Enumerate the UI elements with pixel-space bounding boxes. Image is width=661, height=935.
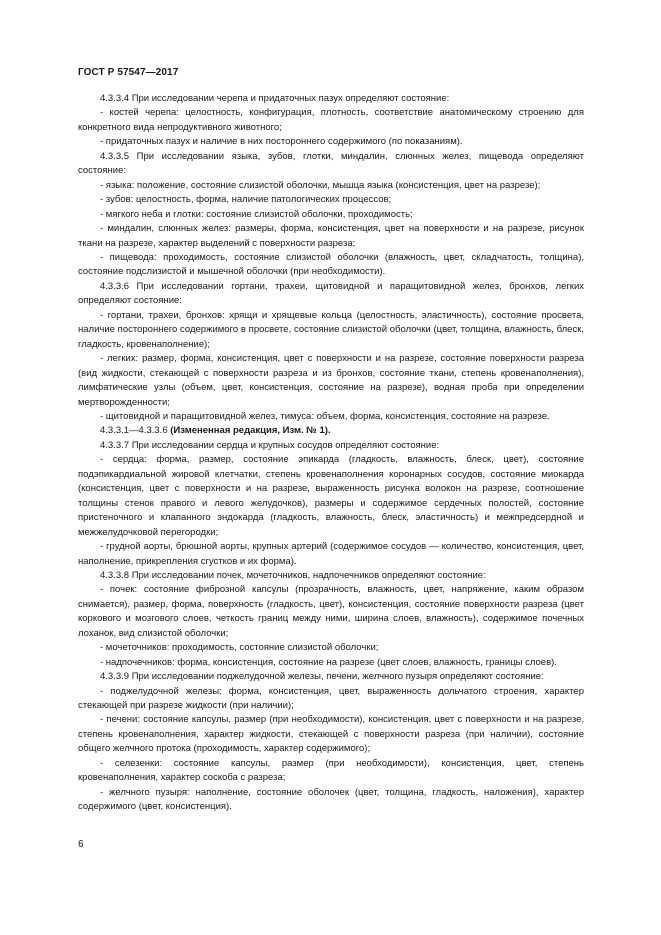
list-item: - пищевода: проходимость, состояние слизистой оболочки (влажность, цвет, складчатость, толщина), состояние подслизистой и мышечной оболочки (при необходимости). <box>78 251 584 278</box>
clause-4-3-3-8: 4.3.3.8 При исследовании почек, мочеточников, надпочечников определяют состояние: <box>100 569 486 581</box>
clause-4-3-3-9: 4.3.3.9 При исследовании поджелудочной железы, печени, желчного пузыря определяют состояние: <box>100 671 544 683</box>
list-item: - миндалин, слюнных желез: размеры, форма, консистенция, цвет на поверхности и на разрезе, рисунок ткани на разрезе, характер выделений с поверхности разреза; <box>78 223 584 249</box>
document-header: ГОСТ Р 57547—2017 <box>78 67 179 78</box>
list-item: - почек: состояние фиброзной капсулы (прозрачность, влажность, цвет, напряжение, каким образом снимается), размер, форма, поверхность (гладкость, цвет), консистенция, состояние поверхности разреза (цвет коркового и мозгового слоев, четкость границ между ними, ширина слоев, влажность), содержимое почечных лоханок, вид слизистой оболочки; <box>78 584 584 639</box>
clause-4-3-3-6: 4.3.3.6 При исследовании гортани, трахеи, щитовидной и паращитовидной желез, бронхов, легких определяют состояние: <box>78 280 584 307</box>
list-item: - мочеточников: проходимость, состояние слизистой оболочки; <box>100 642 379 654</box>
list-item: - языка: положение, состояние слизистой оболочки, мышца языка (консистенция, цвет на разрезе); <box>100 179 541 191</box>
amendment-ref: 4.3.3.1—4.3.3.6 <box>100 425 168 437</box>
list-item: - надпочечников: форма, консистенция, состояние на разрезе (цвет слоев, влажность, границы слоев). <box>100 656 557 668</box>
clause-4-3-3-4: 4.3.3.4 При исследовании черепа и придаточных пазух определяют состояние: <box>100 93 450 104</box>
list-item: - грудной аорты, брюшной аорты, крупных артерий (содержимое сосудов — количество, консистенция, цвет, наполнение, прикрепления сгустков и их форма). <box>78 541 584 567</box>
list-item: - печени: состояние капсулы, размер (при необходимости), консистенция, цвет с поверхности и на разрезе, степень кровенаполнения, характер жидкости, стекающей с поверхности разреза (при наличии), состояние общего желчного протока (проходимость, характер содержимого); <box>78 714 584 755</box>
list-item: - щитовидной и паращитовидной желез, тимуса: объем, форма, консистенция, состояние на разрезе. <box>100 410 550 422</box>
document-body <box>78 92 584 815</box>
amendment-text: (Измененная редакция, Изм. № 1). <box>170 425 331 437</box>
list-item: - сердца: форма, размер, состояние эпикарда (гладкость, влажность, блеск, цвет), состояние подэпикардиальной жировой клетчатки, степень кровенаполнения коронарных сосудов, состояние миокарда (консистенция, цвет с поверхности и на разрезе, выраженность рисунка волокон на разрезе, соотношение толщины стенок правого и левого желудочков), размеры и содержимое сердечных полостей, состояние пристеночного и клапанного эндокарда (гладкость, влажность, блеск, эластичность) и межпредсердной и межжелудочковой перегородки; <box>78 454 584 538</box>
list-item: - мягкого неба и глотки: состояние слизистой оболочки, проходимость; <box>100 208 413 220</box>
list-item: - селезенки: состояние капсулы, размер (при необходимости), консистенция, цвет, степень кровенаполнения, характер соскоба с разреза; <box>78 757 584 784</box>
list-item: - костей черепа: целостность, конфигурация, плотность, соответствие анатомическому строению для конкретного вида непродуктивного животного; <box>78 107 584 133</box>
list-item: - зубов: целостность, форма, наличие патологических процессов; <box>100 194 392 206</box>
clause-4-3-3-5: 4.3.3.5 При исследовании языка, зубов, глотки, миндалин, слюнных желез, пищевода определяют состояние: <box>78 150 584 177</box>
list-item: - желчного пузыря: наполнение, состояние оболочек (цвет, толщина, гладкость, наложения), характер содержимого (цвет, консистенция). <box>78 786 584 813</box>
amendment-note <box>78 424 584 438</box>
clause-4-3-3-7: 4.3.3.7 При исследовании сердца и крупных сосудов определяют состояние: <box>100 439 440 451</box>
list-item: - придаточных пазух и наличие в них постороннего содержимого (по показаниям). <box>100 136 463 148</box>
list-item: - гортани, трахеи, бронхов: хрящи и хрящевые кольца (целостность, эластичность), состояние просвета, наличие постороннего содержимого в просвете, состояние слизистой оболочки (цвет, толщина, влажность, блеск, гладкость, кровенаполнение); <box>78 309 584 350</box>
list-item: - поджелудочной железы: форма, консистенция, цвет, выраженность дольчатого строения, характер стекающей при разрезе жидкости (при наличии); <box>78 685 584 712</box>
page-number: 6 <box>78 839 84 850</box>
list-item: - легких: размер, форма, консистенция, цвет с поверхности и на разрезе, состояние поверхности разреза (вид жидкости, стекающей с поверхности разреза и из бронхов, состояние ткани, степень кровенаполнения), лимфатические узлы (объем, цвет, консистенция, состояние на разрезе), водная проба при определении мертворожденности; <box>78 353 584 408</box>
